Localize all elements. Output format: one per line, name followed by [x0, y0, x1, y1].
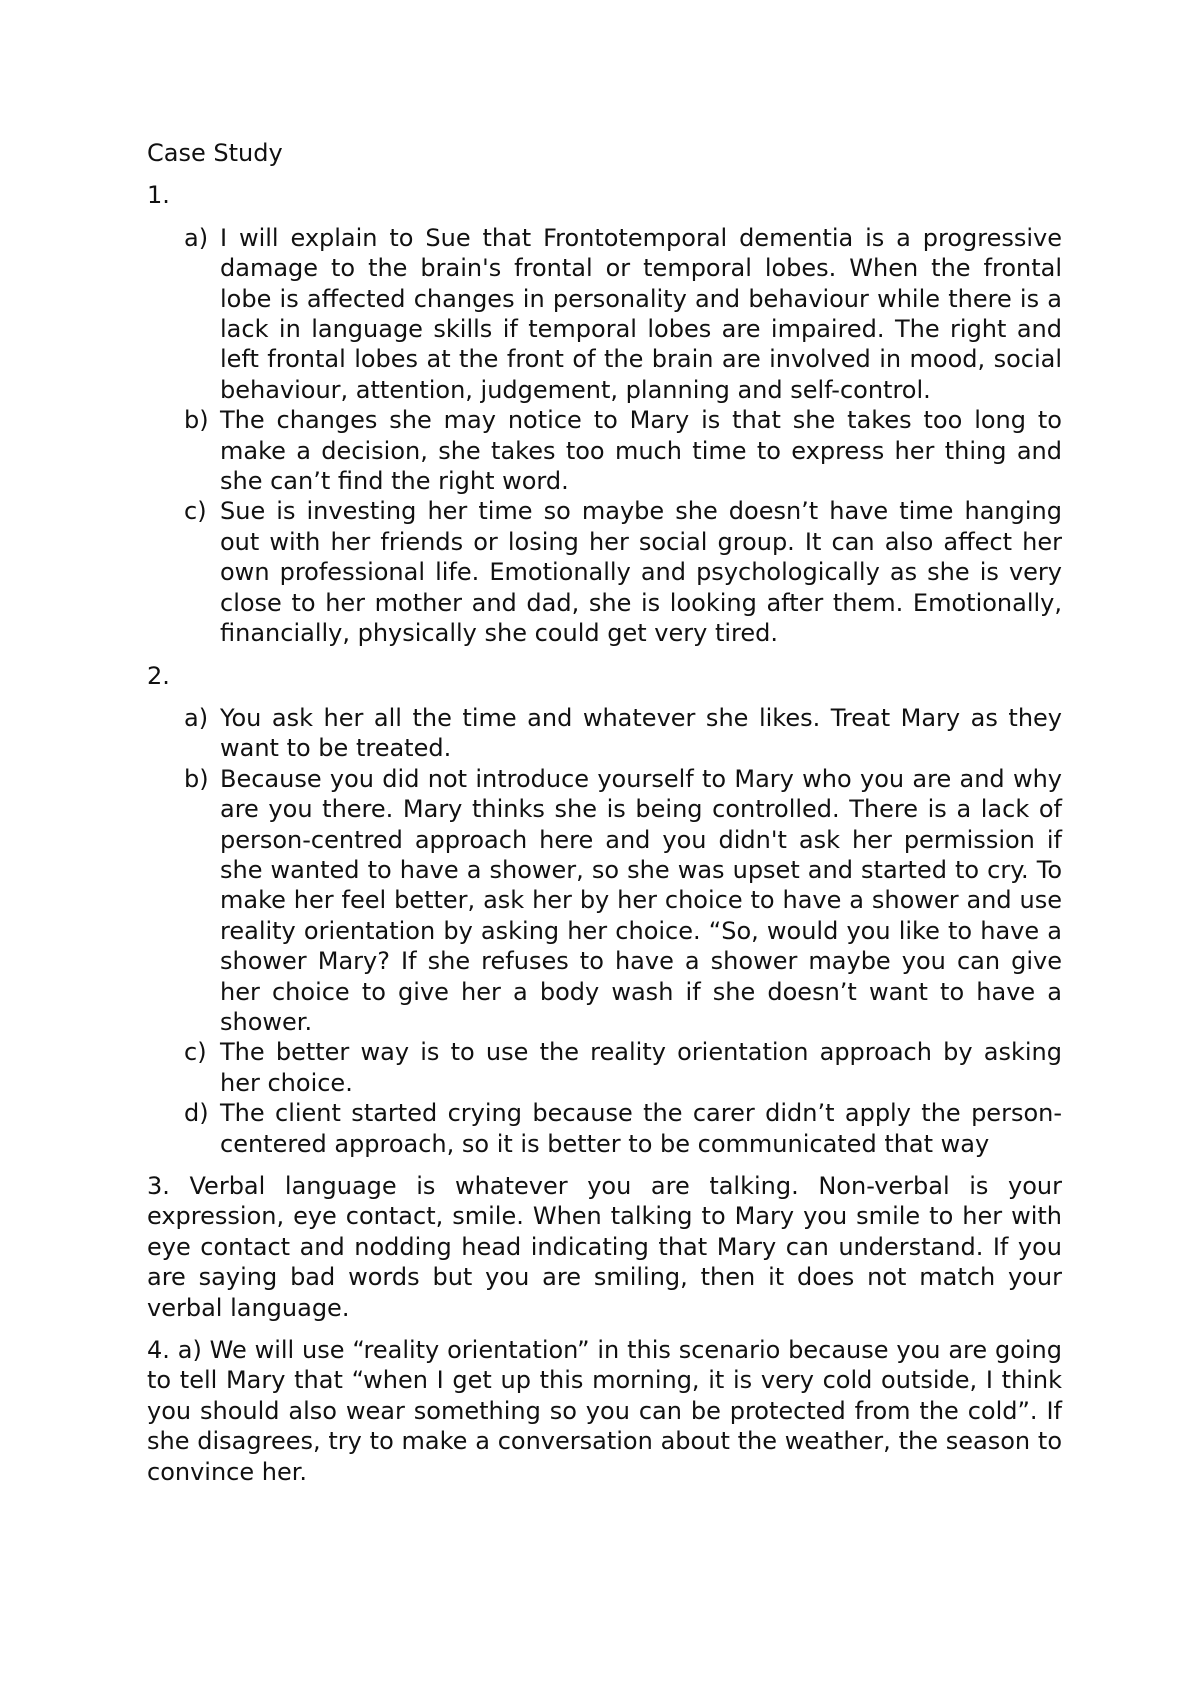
item-letter: d) [184, 1099, 209, 1128]
question-2-answers [147, 703, 1062, 1159]
question-1-answers [147, 223, 1062, 649]
item-text: The better way is to use the reality orientation approach by asking her choice. [220, 1038, 1062, 1097]
item-text: Sue is investing her time so maybe she doesn’t have time hanging out with her friends or losing her social group. It can also affect her own professional life. Emotionally and psychologically as she is very close to her mother and dad, she is looking after them. Emotionally, financially, physically she could get very tired. [220, 497, 1062, 648]
document-title: Case Study [147, 139, 283, 167]
question-3-answer: 3. Verbal language is whatever you are talking. Non-verbal is your expression, eye contact, smile. When talking to Mary you smile to her with eye contact and nodding head indicating that Mary can understand. If you are saying bad words but you are smiling, then it does not match your verbal language. [147, 1172, 1062, 1322]
document-page [147, 138, 1062, 1499]
question-1c-answer [147, 496, 1062, 648]
item-text: The changes she may notice to Mary is that she takes too long to make a decision, she takes too much time to express her thing and she can’t find the right word. [220, 406, 1062, 496]
question-2-number: 2. [147, 661, 170, 690]
question-2d-answer [147, 1098, 1062, 1159]
question-2a-answer [147, 703, 1062, 764]
item-text: Because you did not introduce yourself to Mary who you are and why are you there. Mary thinks she is being controlled. There is a lack of person-centred approach here and you didn't ask her permission if she wanted to have a shower, so she was upset and started to cry. To make her feel better, ask her by her choice to have a shower and use reality orientation by asking her choice. “So, would you like to have a shower Mary? If she refuses to have a shower maybe you can give her choice to give her a body wash if she doesn’t want to have a shower. [220, 764, 1062, 1036]
item-text: You ask her all the time and whatever she likes. Treat Mary as they want to be treated. [220, 703, 1062, 763]
question-2b-answer [147, 764, 1062, 1038]
question-1a-answer [147, 223, 1062, 405]
item-letter: c) [184, 1038, 207, 1067]
question-1-number: 1. [147, 181, 170, 210]
item-letter: c) [184, 497, 207, 526]
question-1b-answer [147, 405, 1062, 496]
question-4-answer: 4. a) We will use “reality orientation” in this scenario because you are going to tell Mary that “when I get up this morning, it is very cold outside, I think you should also wear something so you can be protected from the cold”. If she disagrees, try to make a conversation about the weather, the season to convince her. [147, 1336, 1062, 1486]
item-text: The client started crying because the carer didn’t apply the person-centered approach, so it is better to be communicated that way [220, 1099, 1062, 1158]
item-letter: a) [184, 223, 209, 252]
item-text: I will explain to Sue that Frontotemporal dementia is a progressive damage to the brain's frontal or temporal lobes. When the frontal lobe is affected changes in personality and behaviour while there is a lack in language skills if temporal lobes are impaired. The right and left frontal lobes at the front of the brain are involved in mood, social behaviour, attention, judgement, planning and self-control. [220, 223, 1062, 404]
item-letter: a) [184, 703, 209, 732]
item-letter: b) [184, 406, 209, 435]
item-letter: b) [184, 764, 209, 793]
question-2c-answer [147, 1037, 1062, 1098]
